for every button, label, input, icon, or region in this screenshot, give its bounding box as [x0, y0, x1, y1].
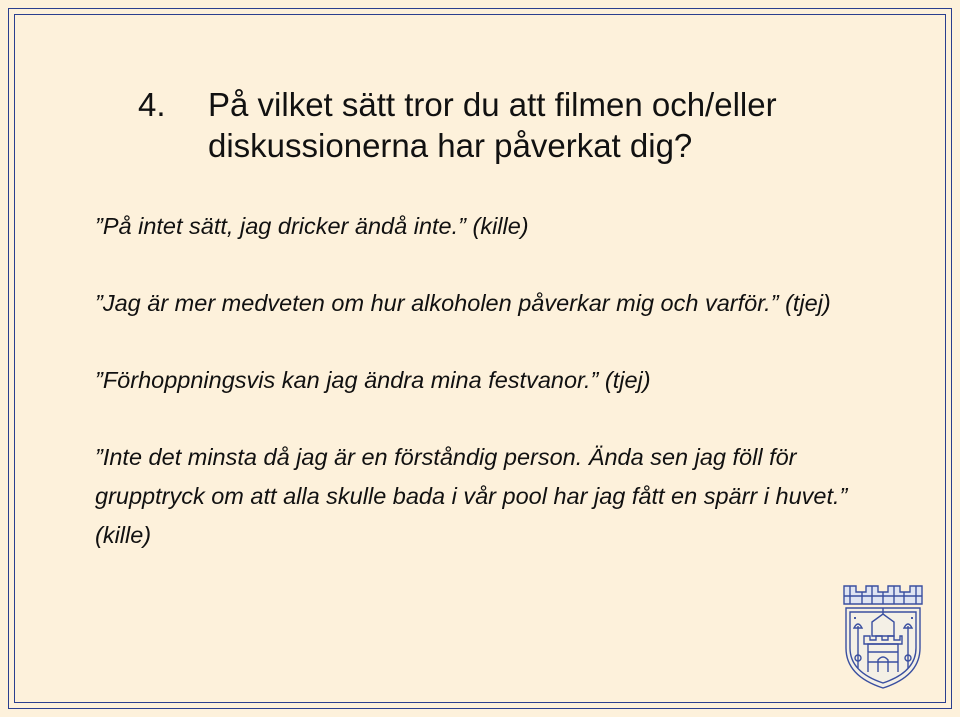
city-coat-of-arms-icon [840, 582, 926, 692]
quote-author: (kille) [95, 522, 152, 548]
title-number: 4. [138, 86, 166, 123]
quote-text: ”Förhoppningsvis kan jag ändra mina festvanor.” [95, 367, 599, 393]
quote-item [95, 361, 895, 400]
quote-text: ”Inte det minsta då jag är en förståndig person. Ända sen jag föll för grupptryck om att alla skulle bada i vår pool har jag fått en spärr i huvet.” [95, 444, 848, 509]
quote-author: (tjej) [785, 290, 831, 316]
quote-item [95, 207, 895, 246]
quote-text: ”På intet sätt, jag dricker ändå inte.” [95, 213, 466, 239]
title-line-1: På vilket sätt tror du att filmen och/eller [208, 86, 777, 123]
quote-author: (tjej) [604, 367, 651, 393]
slide-title [138, 84, 898, 166]
title-line-2: diskussionerna har påverkat dig? [208, 127, 693, 164]
quote-author: (kille) [472, 213, 529, 239]
quote-item [95, 438, 895, 555]
quote-text: ”Jag är mer medveten om hur alkoholen påverkar mig och varför.” [95, 290, 779, 316]
quote-item [95, 284, 895, 323]
quote-list [95, 207, 895, 593]
